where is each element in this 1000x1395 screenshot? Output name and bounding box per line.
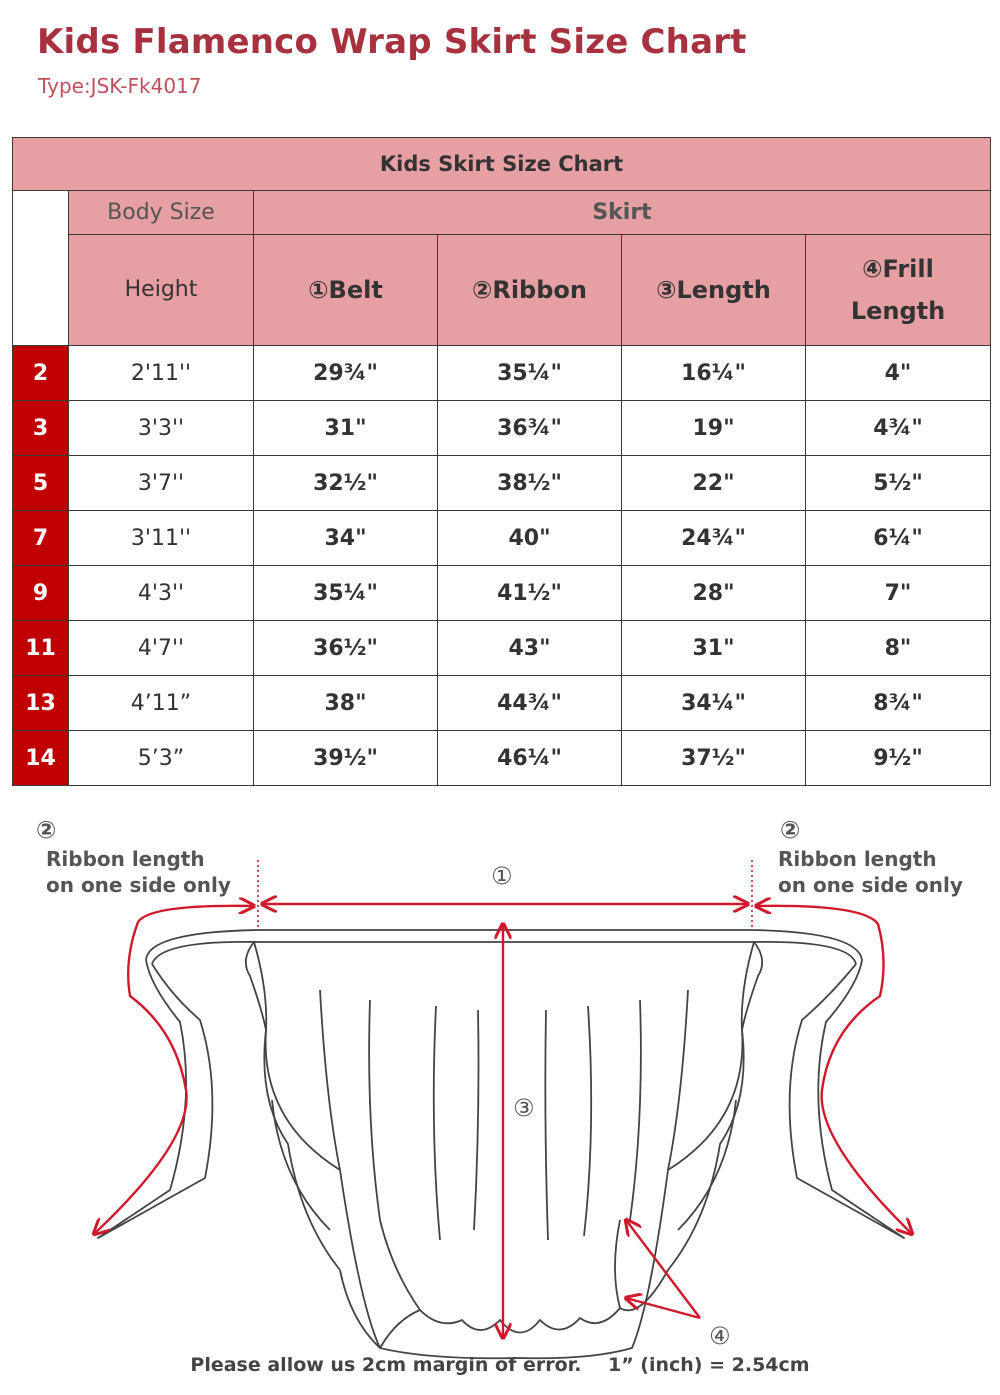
frill-cell: 6¼" xyxy=(806,511,991,566)
height-cell: 3'7'' xyxy=(69,456,254,511)
left-ribbon-arrow xyxy=(94,906,254,1234)
ribbon-cell: 43" xyxy=(438,621,622,676)
ribbon-cell: 41½" xyxy=(438,566,622,621)
height-cell: 4'3'' xyxy=(69,566,254,621)
size-cell: 13 xyxy=(13,676,69,731)
table-row xyxy=(13,401,991,456)
table-row xyxy=(13,566,991,621)
right-ribbon-arrow xyxy=(756,906,912,1234)
ribbon-num-right: ② xyxy=(780,816,801,844)
length-cell: 16¼" xyxy=(622,346,806,401)
length-cell: 24¾" xyxy=(622,511,806,566)
ribbon-cell: 46¼" xyxy=(438,731,622,786)
table-row xyxy=(13,621,991,676)
group-header-skirt: Skirt xyxy=(254,191,991,235)
frill-cell: 8¾" xyxy=(806,676,991,731)
group-header-body-size: Body Size xyxy=(69,191,254,235)
size-cell: 14 xyxy=(13,731,69,786)
frill-arrow-1 xyxy=(626,1220,700,1318)
col-header-length: ③Length xyxy=(622,235,806,346)
ribbon-label-left-1: Ribbon length xyxy=(46,847,205,871)
page-title: Kids Flamenco Wrap Skirt Size Chart xyxy=(37,22,747,62)
frill-cell: 4¾" xyxy=(806,401,991,456)
table-row xyxy=(13,731,991,786)
frill-cell: 8" xyxy=(806,621,991,676)
belt-cell: 29¾" xyxy=(254,346,438,401)
skirt-measurement-diagram xyxy=(0,800,1000,1395)
product-type: Type:JSK-Fk4017 xyxy=(38,74,202,98)
size-cell: 11 xyxy=(13,621,69,676)
belt-cell: 34" xyxy=(254,511,438,566)
height-cell: 3'11'' xyxy=(69,511,254,566)
length-cell: 22" xyxy=(622,456,806,511)
frill-cell: 7" xyxy=(806,566,991,621)
ribbon-cell: 44¾" xyxy=(438,676,622,731)
right-ribbon-tie xyxy=(790,960,904,1238)
frill-header-line2: Length xyxy=(850,297,946,325)
height-cell: 5’3” xyxy=(69,731,254,786)
col-header-belt: ①Belt xyxy=(254,235,438,346)
table-caption: Kids Skirt Size Chart xyxy=(13,138,991,191)
belt-cell: 36½" xyxy=(254,621,438,676)
belt-cell: 32½" xyxy=(254,456,438,511)
size-cell: 2 xyxy=(13,346,69,401)
frill-cell: 5½" xyxy=(806,456,991,511)
col-header-frill-length xyxy=(806,235,991,346)
ribbon-cell: 36¾" xyxy=(438,401,622,456)
frill-cell: 9½" xyxy=(806,731,991,786)
frill-cell: 4" xyxy=(806,346,991,401)
belt-cell: 38" xyxy=(254,676,438,731)
size-cell: 7 xyxy=(13,511,69,566)
ribbon-cell: 40" xyxy=(438,511,622,566)
ribbon-cell: 35¼" xyxy=(438,346,622,401)
left-ribbon-tie xyxy=(98,960,212,1238)
ribbon-label-left-2: on one side only xyxy=(46,873,231,897)
length-cell: 31" xyxy=(622,621,806,676)
length-num-label: ③ xyxy=(513,1094,535,1122)
ribbon-num-left: ② xyxy=(36,816,57,844)
blank-corner xyxy=(13,191,69,346)
size-chart-table xyxy=(12,137,991,786)
skirt-illustration xyxy=(98,930,904,1358)
length-cell: 19" xyxy=(622,401,806,456)
footer-note: Please allow us 2cm margin of error. 1” (inch) = 2.54cm xyxy=(190,1354,810,1376)
length-cell: 34¼" xyxy=(622,676,806,731)
belt-cell: 35¼" xyxy=(254,566,438,621)
height-cell: 4’11” xyxy=(69,676,254,731)
length-cell: 37½" xyxy=(622,731,806,786)
col-header-height: Height xyxy=(69,235,254,346)
col-header-ribbon: ②Ribbon xyxy=(438,235,622,346)
size-cell: 3 xyxy=(13,401,69,456)
height-cell: 4'7'' xyxy=(69,621,254,676)
ribbon-cell: 38½" xyxy=(438,456,622,511)
length-cell: 28" xyxy=(622,566,806,621)
size-cell: 5 xyxy=(13,456,69,511)
frill-header-line1: ④Frill xyxy=(862,255,934,283)
table-row xyxy=(13,511,991,566)
ribbon-label-right-1: Ribbon length xyxy=(778,847,937,871)
ribbon-label-right-2: on one side only xyxy=(778,873,963,897)
table-row xyxy=(13,346,991,401)
height-cell: 3'3'' xyxy=(69,401,254,456)
belt-cell: 39½" xyxy=(254,731,438,786)
table-body xyxy=(13,346,991,786)
belt-cell: 31" xyxy=(254,401,438,456)
belt-num-label: ① xyxy=(491,862,513,890)
table-row xyxy=(13,676,991,731)
size-cell: 9 xyxy=(13,566,69,621)
height-cell: 2'11'' xyxy=(69,346,254,401)
table-row xyxy=(13,456,991,511)
frill-num-label: ④ xyxy=(709,1322,731,1350)
